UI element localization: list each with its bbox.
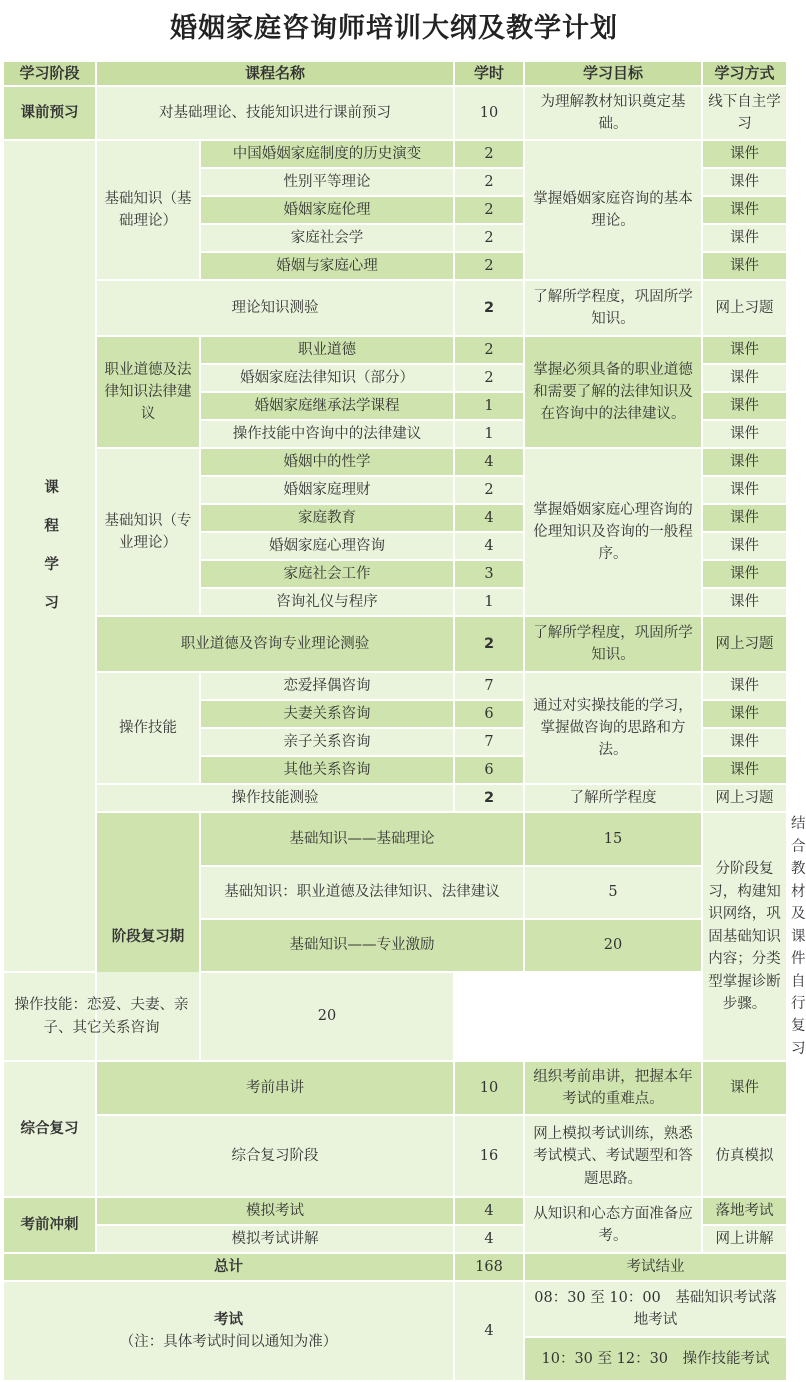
hours-cell: 4	[454, 1197, 524, 1225]
course-cell: 婚姻家庭理财	[200, 476, 454, 504]
course-cell: 亲子关系咨询	[200, 728, 454, 756]
stage-cell: 考前冲刺	[3, 1197, 96, 1253]
mode-cell: 课件	[702, 504, 787, 532]
mode-cell: 课件	[702, 420, 787, 448]
table-row	[3, 448, 787, 476]
stage-cell: 综合复习	[3, 1061, 96, 1197]
mode-cell: 课件	[702, 392, 787, 420]
hours-cell: 2	[454, 280, 524, 336]
mode-cell: 课件	[702, 560, 787, 588]
course-cell: 家庭教育	[200, 504, 454, 532]
total-note: 考试结业	[524, 1253, 787, 1281]
hours-cell: 2	[454, 336, 524, 364]
goal-cell: 了解所学程度，巩固所学知识。	[524, 616, 702, 672]
table-row	[3, 1115, 787, 1197]
group-cell: 职业道德及法律知识法律建议	[96, 336, 200, 448]
exam-label-cell	[3, 1281, 454, 1381]
hours-cell: 2	[454, 252, 524, 280]
table-row	[3, 672, 787, 700]
course-cell: 婚姻家庭伦理	[200, 196, 454, 224]
mode-cell: 课件	[702, 364, 787, 392]
hours-cell: 2	[454, 784, 524, 812]
course-cell: 婚姻家庭法律知识（部分）	[200, 364, 454, 392]
hours-cell: 1	[454, 420, 524, 448]
header-stage: 学习阶段	[3, 61, 96, 86]
course-cell: 理论知识测验	[96, 280, 454, 336]
hours-cell: 3	[454, 560, 524, 588]
stage-cell: 课程学习	[3, 140, 96, 972]
course-cell: 婚姻家庭心理咨询	[200, 532, 454, 560]
page-title: 婚姻家庭咨询师培训大纲及教学计划	[170, 13, 618, 44]
total-label: 总计	[3, 1253, 454, 1281]
table-row	[3, 336, 787, 364]
hours-cell: 15	[524, 812, 702, 865]
course-cell: 综合复习阶段	[96, 1115, 454, 1197]
course-cell: 婚姻中的性学	[200, 448, 454, 476]
goal-cell: 掌握必须具备的职业道德和需要了解的法律知识及在咨询中的法律建议。	[524, 336, 702, 448]
mode-cell: 网上习题	[702, 616, 787, 672]
table-row	[3, 972, 787, 1061]
mode-cell: 课件	[702, 1061, 787, 1115]
mode-cell: 网上习题	[702, 784, 787, 812]
hours-cell: 4	[454, 448, 524, 476]
hours-cell: 6	[454, 756, 524, 784]
mode-cell: 课件	[702, 728, 787, 756]
table-row	[3, 280, 787, 336]
mode-cell: 课件	[702, 252, 787, 280]
exam-label: 考试	[214, 1311, 243, 1328]
group-cell: 操作技能	[96, 672, 200, 784]
mode-cell: 课件	[702, 448, 787, 476]
mode-cell: 仿真模拟	[702, 1115, 787, 1197]
course-cell: 职业道德	[200, 336, 454, 364]
stage-cell: 课前预习	[3, 86, 96, 140]
hours-cell: 10	[454, 86, 524, 140]
goal-cell: 掌握婚姻家庭心理咨询的伦理知识及咨询的一般程序。	[524, 448, 702, 616]
mode-cell: 课件	[702, 336, 787, 364]
course-cell: 夫妻关系咨询	[200, 700, 454, 728]
hours-cell: 10	[454, 1061, 524, 1115]
course-cell: 恋爱择偶咨询	[200, 672, 454, 700]
course-cell: 模拟考试	[96, 1197, 454, 1225]
curriculum-table	[2, 60, 806, 1382]
course-cell: 对基础理论、技能知识进行课前预习	[96, 86, 454, 140]
hours-cell: 2	[454, 364, 524, 392]
hours-cell: 20	[524, 919, 702, 972]
mode-cell: 课件	[702, 756, 787, 784]
mode-cell: 课件	[702, 700, 787, 728]
mode-cell: 网上讲解	[702, 1225, 787, 1253]
hours-cell: 4	[454, 504, 524, 532]
course-cell: 家庭社会工作	[200, 560, 454, 588]
goal-cell: 了解所学程度	[524, 784, 702, 812]
total-row	[3, 1253, 787, 1281]
mode-cell: 线下自主学习	[702, 86, 787, 140]
mode-cell: 课件	[702, 140, 787, 168]
curriculum-table-wrapper	[2, 60, 806, 1368]
course-cell: 模拟考试讲解	[96, 1225, 454, 1253]
header-mode: 学习方式	[702, 61, 787, 86]
course-cell: 中国婚姻家庭制度的历史演变	[200, 140, 454, 168]
mode-cell: 课件	[702, 196, 787, 224]
hours-cell: 20	[200, 972, 454, 1061]
group-cell: 基础知识（基础理论）	[96, 140, 200, 280]
goal-cell: 了解所学程度，巩固所学知识。	[524, 280, 702, 336]
hours-cell: 4	[454, 532, 524, 560]
goal-cell: 分阶段复习，构建知识网络，巩固基础知识内容；分类型掌握诊断步骤。	[702, 812, 787, 1061]
course-cell: 婚姻家庭继承法学课程	[200, 392, 454, 420]
course-cell: 操作技能：恋爱、夫妻、亲子、其它关系咨询	[3, 972, 200, 1061]
course-cell: 性别平等理论	[200, 168, 454, 196]
mode-cell: 网上习题	[702, 280, 787, 336]
header-goal: 学习目标	[524, 61, 702, 86]
goal-cell: 掌握婚姻家庭咨询的基本理论。	[524, 140, 702, 280]
hours-cell: 1	[454, 588, 524, 616]
hours-cell: 2	[454, 476, 524, 504]
table-row	[3, 784, 787, 812]
hours-cell: 2	[454, 616, 524, 672]
course-cell: 基础知识：职业道德及法律知识、法律建议	[200, 866, 524, 919]
table-row	[3, 140, 787, 168]
goal-cell: 从知识和心态方面准备应考。	[524, 1197, 702, 1253]
exam-hours: 4	[454, 1281, 524, 1381]
total-hours: 168	[454, 1253, 524, 1281]
hours-cell: 7	[454, 728, 524, 756]
hours-cell: 2	[454, 140, 524, 168]
mode-cell: 课件	[702, 476, 787, 504]
header-course: 课程名称	[96, 61, 454, 86]
mode-cell: 课件	[702, 672, 787, 700]
course-cell: 基础知识——专业激励	[200, 919, 524, 972]
mode-cell: 课件	[702, 224, 787, 252]
group-cell: 基础知识（专业理论）	[96, 448, 200, 616]
hours-cell: 7	[454, 672, 524, 700]
hours-cell: 2	[454, 196, 524, 224]
header-row	[3, 61, 787, 86]
hours-cell: 5	[524, 866, 702, 919]
course-cell: 操作技能测验	[96, 784, 454, 812]
hours-cell: 6	[454, 700, 524, 728]
course-cell: 家庭社会学	[200, 224, 454, 252]
mode-cell: 课件	[702, 532, 787, 560]
goal-cell: 网上模拟考试训练，熟悉考试模式、考试题型和答题思路。	[524, 1115, 702, 1197]
mode-cell: 落地考试	[702, 1197, 787, 1225]
mode-cell: 课件	[702, 168, 787, 196]
exam-slot-2: 10：30 至 12：30 操作技能考试	[524, 1337, 787, 1381]
course-cell: 其他关系咨询	[200, 756, 454, 784]
hours-cell: 2	[454, 224, 524, 252]
hours-cell: 2	[454, 168, 524, 196]
course-cell: 操作技能中咨询中的法律建议	[200, 420, 454, 448]
goal-cell: 组织考前串讲，把握本年考试的重难点。	[524, 1061, 702, 1115]
goal-cell: 为理解教材知识奠定基础。	[524, 86, 702, 140]
hours-cell: 16	[454, 1115, 524, 1197]
table-row	[3, 1197, 787, 1225]
exam-row	[3, 1281, 787, 1337]
table-row: 阶段复习期 基础知识——基础理论 15 分阶段复习，构建知识网络，巩固基础知识内容；分类型掌握诊断步骤。 结合教材及课件自行复习	[3, 812, 787, 865]
table-row	[3, 616, 787, 672]
table-row	[3, 86, 787, 140]
goal-cell: 通过对实操技能的学习，掌握做咨询的思路和方法。	[524, 672, 702, 784]
course-cell: 婚姻与家庭心理	[200, 252, 454, 280]
exam-slot-1: 08：30 至 10：00 基础知识考试落地考试	[524, 1281, 787, 1337]
hours-cell: 4	[454, 1225, 524, 1253]
course-cell: 咨询礼仪与程序	[200, 588, 454, 616]
hours-cell: 1	[454, 392, 524, 420]
course-cell: 基础知识——基础理论	[200, 812, 524, 865]
course-cell: 考前串讲	[96, 1061, 454, 1115]
exam-note: （注：具体考试时间以通知为准）	[119, 1334, 338, 1351]
header-hours: 学时	[454, 61, 524, 86]
mode-cell: 课件	[702, 588, 787, 616]
table-row	[3, 1061, 787, 1115]
course-cell: 职业道德及咨询专业理论测验	[96, 616, 454, 672]
stage-cell: 阶段复习期	[96, 812, 200, 1061]
